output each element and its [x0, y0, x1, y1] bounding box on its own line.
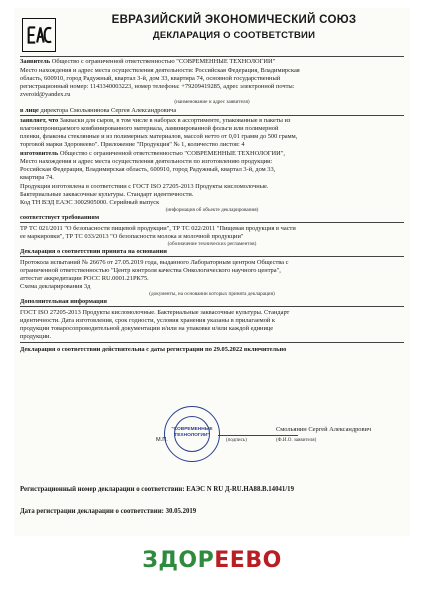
company-stamp-icon: "СОВРЕМЕННЫЕ ТЕХНОЛОГИИ" [164, 406, 220, 462]
doc-line: Заявитель Общество с ограниченной ответственностью "СОВРЕМЕННЫЕ ТЕХНОЛОГИИ" [20, 58, 276, 65]
doc-line: ограниченной ответственностью "Центр контроля качества Онкологического научного центра", [20, 267, 281, 274]
doc-line: квартира 74. [20, 174, 54, 181]
brand-part-1: ЗДОР [142, 548, 215, 573]
doc-line: в лице директора Смольянинова Сергея Александровича [20, 107, 177, 114]
doc-line: Декларация о соответствии принята на основании [20, 248, 167, 255]
eac-logo-icon [22, 18, 56, 52]
name-caption: (Ф.И.О. заявителя) [276, 438, 317, 443]
doc-line: Место нахождения и адрес места осуществления деятельности: Российская Федерация, Владимирская [20, 67, 300, 74]
signatory-name: Смольянин Сергей Александрович [276, 426, 372, 433]
doc-line: соответствует требованиям [20, 214, 100, 221]
tr-caption: (обозначение технических регламентов) [167, 241, 257, 247]
divider [20, 306, 404, 307]
applicant-caption: (наименование и адрес заявителя) [174, 99, 250, 105]
doc-line: аттестат аккредитации РОСС RU.0001.21РК75. [20, 275, 149, 282]
doc-line: zveroid@yandex.ru [20, 91, 71, 98]
doc-line: идентичности. Дата изготовления, срок годности, условия хранения указаны в прилагаемой к [20, 317, 276, 324]
doc-line: пленки, флаконы стеклянные и из полимерных материалов, массой нетто от 0,01 грамм до 500 грамм, [20, 133, 298, 140]
signature-line [218, 435, 298, 436]
doc-line: продукции. [20, 333, 52, 340]
brand-logo [0, 548, 424, 573]
doc-line: Российская Федерация, Владимирская область, 600910, город Радужный, квартал 3-й, дом 33, [20, 166, 276, 173]
signature-caption: (подпись) [226, 438, 247, 443]
union-title: ЕВРАЗИЙСКИЙ ЭКОНОМИЧЕСКИЙ СОЮЗ [111, 14, 357, 26]
doc-line: изготовитель Общество с ограниченной ответственностью "СОВРЕМЕННЫЕ ТЕХНОЛОГИИ", [20, 150, 285, 157]
doc-line: Продукция изготовлена в соответствии с ГОСТ ISO 27205-2013 Продукты кисломолочные. [20, 183, 269, 190]
doc-line: Место нахождения и адрес места осуществления деятельности по изготовлению продукции: [20, 158, 273, 165]
basis-caption: (документы, на основании которых принята декларация) [149, 291, 275, 297]
divider [20, 115, 404, 116]
doc-line: область, 600910, город Радужный, квартал 3-й, дом 33, квартира 74, основной государственный [20, 75, 281, 82]
brand-part-2: ЕЕВО [214, 548, 282, 573]
doc-line: Дополнительная информация [20, 298, 107, 305]
divider [20, 256, 404, 257]
doc-line: торговой марки Здоровеево". Приложение "Продукция" № 1, количество листов: 4 [20, 141, 245, 148]
doc-line: ГОСТ ISO 27205-2013 Продукты кисломолочные. Бактериальные заквасочные культуры. Стандарт [20, 309, 290, 316]
registration-number: Регистрационный номер декларации о соответствии: ЕАЭС N RU Д-RU.HA88.B.14041/19 [20, 486, 294, 493]
doc-line: Код ТН ВЭД ЕАЭС 3002905000. Серийный выпуск [20, 199, 160, 206]
doc-line: ТР ТС 021/2011 "О безопасности пищевой продукции", ТР ТС 022/2011 "Пищевая продукция в части [20, 225, 296, 232]
doc-line: Бактериальные заквасочные культуры. Стандарт идентичности. [20, 191, 194, 198]
divider [20, 342, 404, 343]
doc-line: Протокола испытаний № 26676 от 27.05.2019 года, выданного Лабораторным центром Общества с [20, 259, 289, 266]
validity-line: Декларация о соответствии действительна с даты регистрации по 29.05.2022 включительно [20, 346, 287, 353]
doc-line: влагонепроницаемого комбинированного материала, ламинированной фольги или полимерной [20, 125, 279, 132]
doc-line: продукции товаросопроводительной документации и/или на упаковке и/или каждой единице [20, 325, 274, 332]
registration-date: Дата регистрации декларации о соответствии: 30.05.2019 [20, 508, 197, 515]
doc-title: ДЕКЛАРАЦИЯ О СООТВЕТСТВИИ [152, 30, 316, 41]
declaration-sheet [14, 8, 410, 536]
doc-line: заявляет, что Закваски для сыров, в том числе в наборах в ассортименте, упакованные в пакеты из [20, 117, 291, 124]
mp-label: М.П. [156, 437, 168, 443]
product-caption: (информация об объекте декларирования) [165, 207, 259, 213]
divider [20, 56, 404, 57]
doc-line: ее маркировки", ТР ТС 033/2013 "О безопасности молока и молочной продукции" [20, 233, 244, 240]
doc-line: регистрационный номер: 1143340003223, номер телефона: +79209419285, адрес электронной почты: [20, 83, 295, 90]
divider [20, 222, 404, 223]
doc-line: Схема декларирования 3д [20, 283, 91, 290]
